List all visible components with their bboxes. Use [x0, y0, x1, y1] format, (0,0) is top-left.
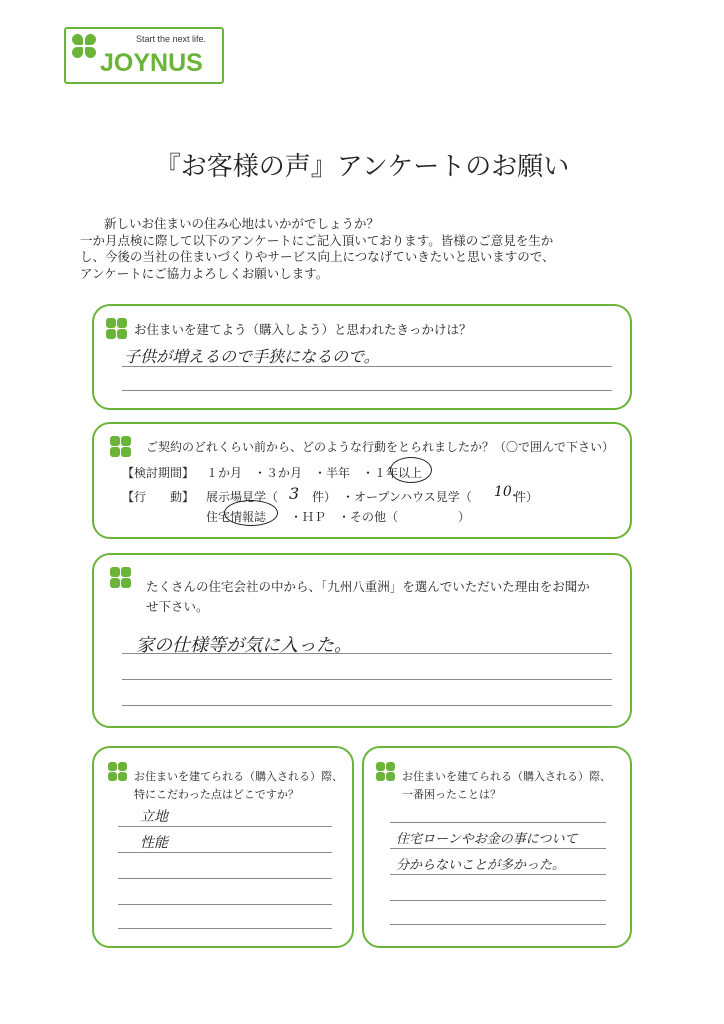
answer-line	[390, 848, 606, 849]
question-text: 特にこだわった点はどこですか？	[134, 788, 299, 801]
answer-handwriting: 分からないことが多かった。	[396, 858, 566, 873]
question-box-actions	[92, 422, 632, 539]
answer-line	[122, 366, 612, 367]
answer-line	[118, 928, 332, 929]
answer-handwriting: 性能	[140, 835, 168, 851]
openhouse-count: 10.	[494, 484, 517, 500]
question-text: ご契約のどれくらい前から、どのような行動をとられましたか？（〇で囲んで下さい）	[146, 440, 615, 454]
period-label: 【検討期間】	[122, 466, 195, 480]
logo-tagline: Start the next life.	[136, 34, 207, 44]
answer-line	[118, 904, 332, 905]
clover-icon	[110, 436, 132, 458]
answer-line	[390, 874, 606, 875]
intro-line: し、今後の当社の住まいづくりやサービス向上につなげていきたいと思いますので、	[80, 249, 555, 264]
answer-line	[122, 705, 612, 706]
question-box-reason	[92, 553, 632, 728]
page-title: 『お客様の声』アンケートのお願い	[154, 152, 570, 182]
answer-line	[122, 653, 612, 654]
intro-line: 新しいお住まいの住み心地はいかがでしょうか？	[104, 216, 380, 231]
question-box-trouble	[362, 746, 632, 948]
answer-line	[118, 826, 332, 827]
clover-icon	[108, 762, 128, 782]
action-line-2: 住宅情報誌 ・ＨＰ ・その他（ ）	[206, 510, 471, 524]
selected-circle	[390, 457, 432, 483]
action-line-1b: 件） ・オープンハウス見学（	[312, 490, 472, 504]
action-line-1c: 件）	[514, 490, 539, 504]
leaf-icon	[85, 34, 96, 45]
answer-handwriting: 住宅ローンやお金の事について	[396, 832, 578, 847]
answer-handwriting: 子供が増えるので手狭になるので。	[124, 347, 380, 366]
answer-line	[390, 900, 606, 901]
question-text: お住まいを建てられる（購入される）際、	[134, 770, 343, 783]
selected-circle	[224, 500, 278, 526]
question-text: せ下さい。	[146, 599, 209, 614]
intro-line: 一か月点検に際して以下のアンケートにご記入頂いております。皆様のご意見を生か	[80, 232, 554, 248]
question-text: たくさんの住宅会社の中から、「九州八重洲」を選んでいただいた理由をお聞か	[146, 579, 590, 594]
question-box-trigger	[92, 304, 632, 410]
intro-line: アンケートにご協力よろしくお願いします。	[80, 265, 329, 281]
question-text: お住まいを建てられる（購入される）際、	[402, 770, 611, 783]
clover-icon	[110, 567, 132, 589]
answer-line	[390, 924, 606, 925]
leaf-icon	[85, 47, 96, 58]
intro-text	[80, 216, 555, 282]
question-text: 一番困ったことは？	[402, 788, 501, 801]
answer-line	[390, 822, 606, 823]
joynus-logo	[64, 27, 224, 84]
answer-line	[122, 390, 612, 391]
action-label: 【行 動】	[122, 490, 195, 504]
question-text: お住まいを建てよう（購入しよう）と思われたきっかけは？	[134, 322, 472, 337]
answer-line	[118, 878, 332, 879]
showroom-count: 3	[289, 484, 300, 503]
question-box-focus	[92, 746, 354, 948]
clover-icon	[376, 762, 396, 782]
action-line-1a: 展示場見学（	[206, 490, 279, 504]
logo-wordmark: JOYNUS	[100, 49, 203, 77]
clover-icon	[106, 318, 128, 340]
answer-handwriting: 立地	[140, 809, 168, 825]
answer-handwriting: 家の仕様等が気に入った。	[136, 635, 352, 656]
leaf-icon	[72, 34, 83, 45]
answer-line	[122, 679, 612, 680]
answer-line	[118, 852, 332, 853]
period-options: １か月 ・３か月 ・半年 ・１年以上	[206, 466, 423, 480]
leaf-icon	[72, 47, 83, 58]
